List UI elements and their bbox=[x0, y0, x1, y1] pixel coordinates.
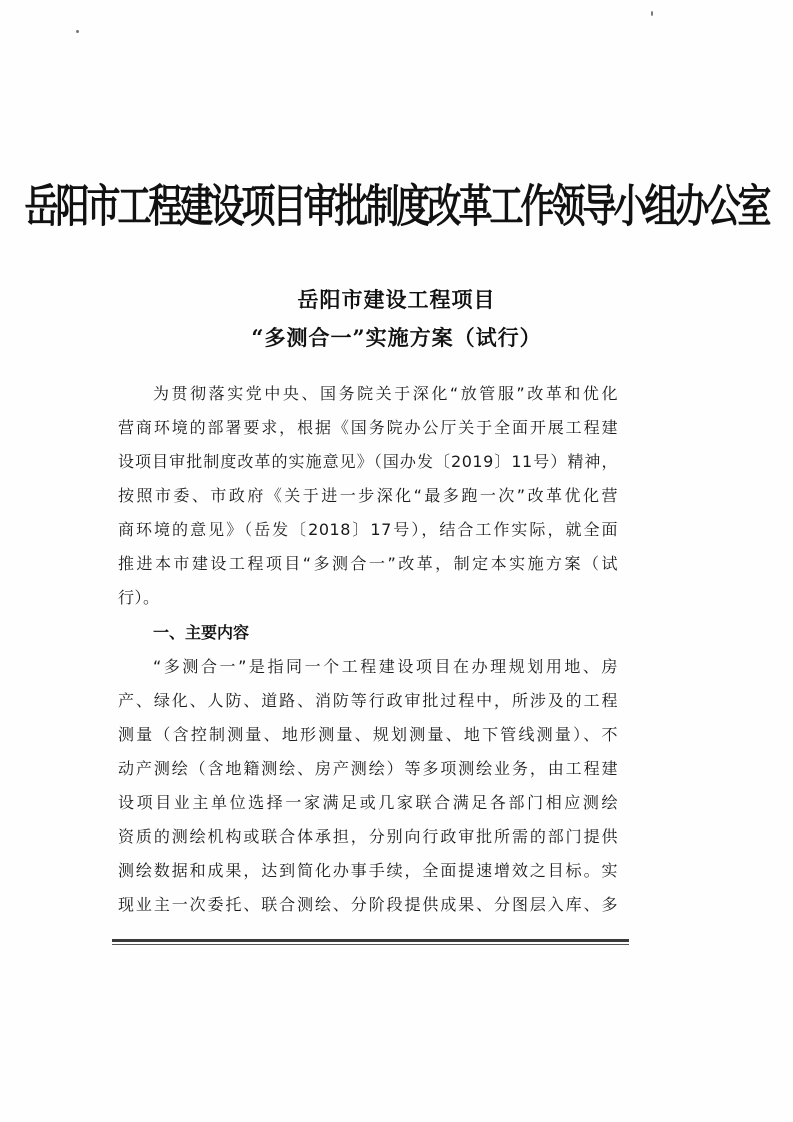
document-title-line-2: “多测合一”实施方案（试行） bbox=[251, 325, 542, 350]
document-title-line-1: 岳阳市建设工程项目 bbox=[297, 287, 496, 312]
paragraph-line: 测量（含控制测量、地形测量、规划测量、地下管线测量）、不 bbox=[118, 725, 618, 744]
paragraph-line: 为贯彻落实党中央、国务院关于深化“放管服”改革和优化 bbox=[153, 384, 618, 403]
paragraph-line: 设项目业主单位选择一家满足或几家联合满足各部门相应测绘 bbox=[118, 793, 618, 812]
paragraph-line: 行）。 bbox=[118, 588, 160, 607]
paragraph-line: 现业主一次委托、联合测绘、分阶段提供成果、分图层入库、多 bbox=[118, 895, 618, 914]
paragraph-line: 商环境的意见》（岳发〔2018〕17号），结合工作实际，就全面 bbox=[118, 520, 618, 539]
footer-rule-thin bbox=[112, 944, 629, 945]
scan-speck bbox=[76, 30, 79, 33]
paragraph-line: 动产测绘（含地籍测绘、房产测绘）等多项测绘业务，由工程建 bbox=[118, 759, 618, 778]
paragraph-line: 产、绿化、人防、道路、消防等行政审批过程中，所涉及的工程 bbox=[118, 691, 618, 710]
paragraph-line: 按照市委、市政府《关于进一步深化“最多跑一次”改革优化营 bbox=[118, 486, 618, 505]
organization-header: 岳阳市工程建设项目审批制度改革工作领导小组办公室 bbox=[24, 180, 769, 234]
section-heading: 一、主要内容 bbox=[153, 623, 250, 642]
paragraph-line: 测绘数据和成果，达到简化办事手续，全面提速增效之目标。实 bbox=[118, 861, 618, 880]
scan-speck bbox=[651, 11, 653, 16]
paragraph-line: 设项目审批制度改革的实施意见》（国办发〔2019〕11号）精神， bbox=[118, 452, 618, 471]
paragraph-line: 营商环境的部署要求，根据《国务院办公厅关于全面开展工程建 bbox=[118, 418, 618, 437]
footer-rule bbox=[112, 939, 629, 945]
paragraph-line: 推进本市建设工程项目“多测合一”改革，制定本实施方案（试 bbox=[118, 554, 618, 573]
paragraph-line: 资质的测绘机构或联合体承担，分别向行政审批所需的部门提供 bbox=[118, 827, 618, 846]
paragraph-line: “多测合一”是指同一个工程建设项目在办理规划用地、房 bbox=[153, 657, 618, 676]
footer-rule-thick bbox=[112, 939, 629, 942]
